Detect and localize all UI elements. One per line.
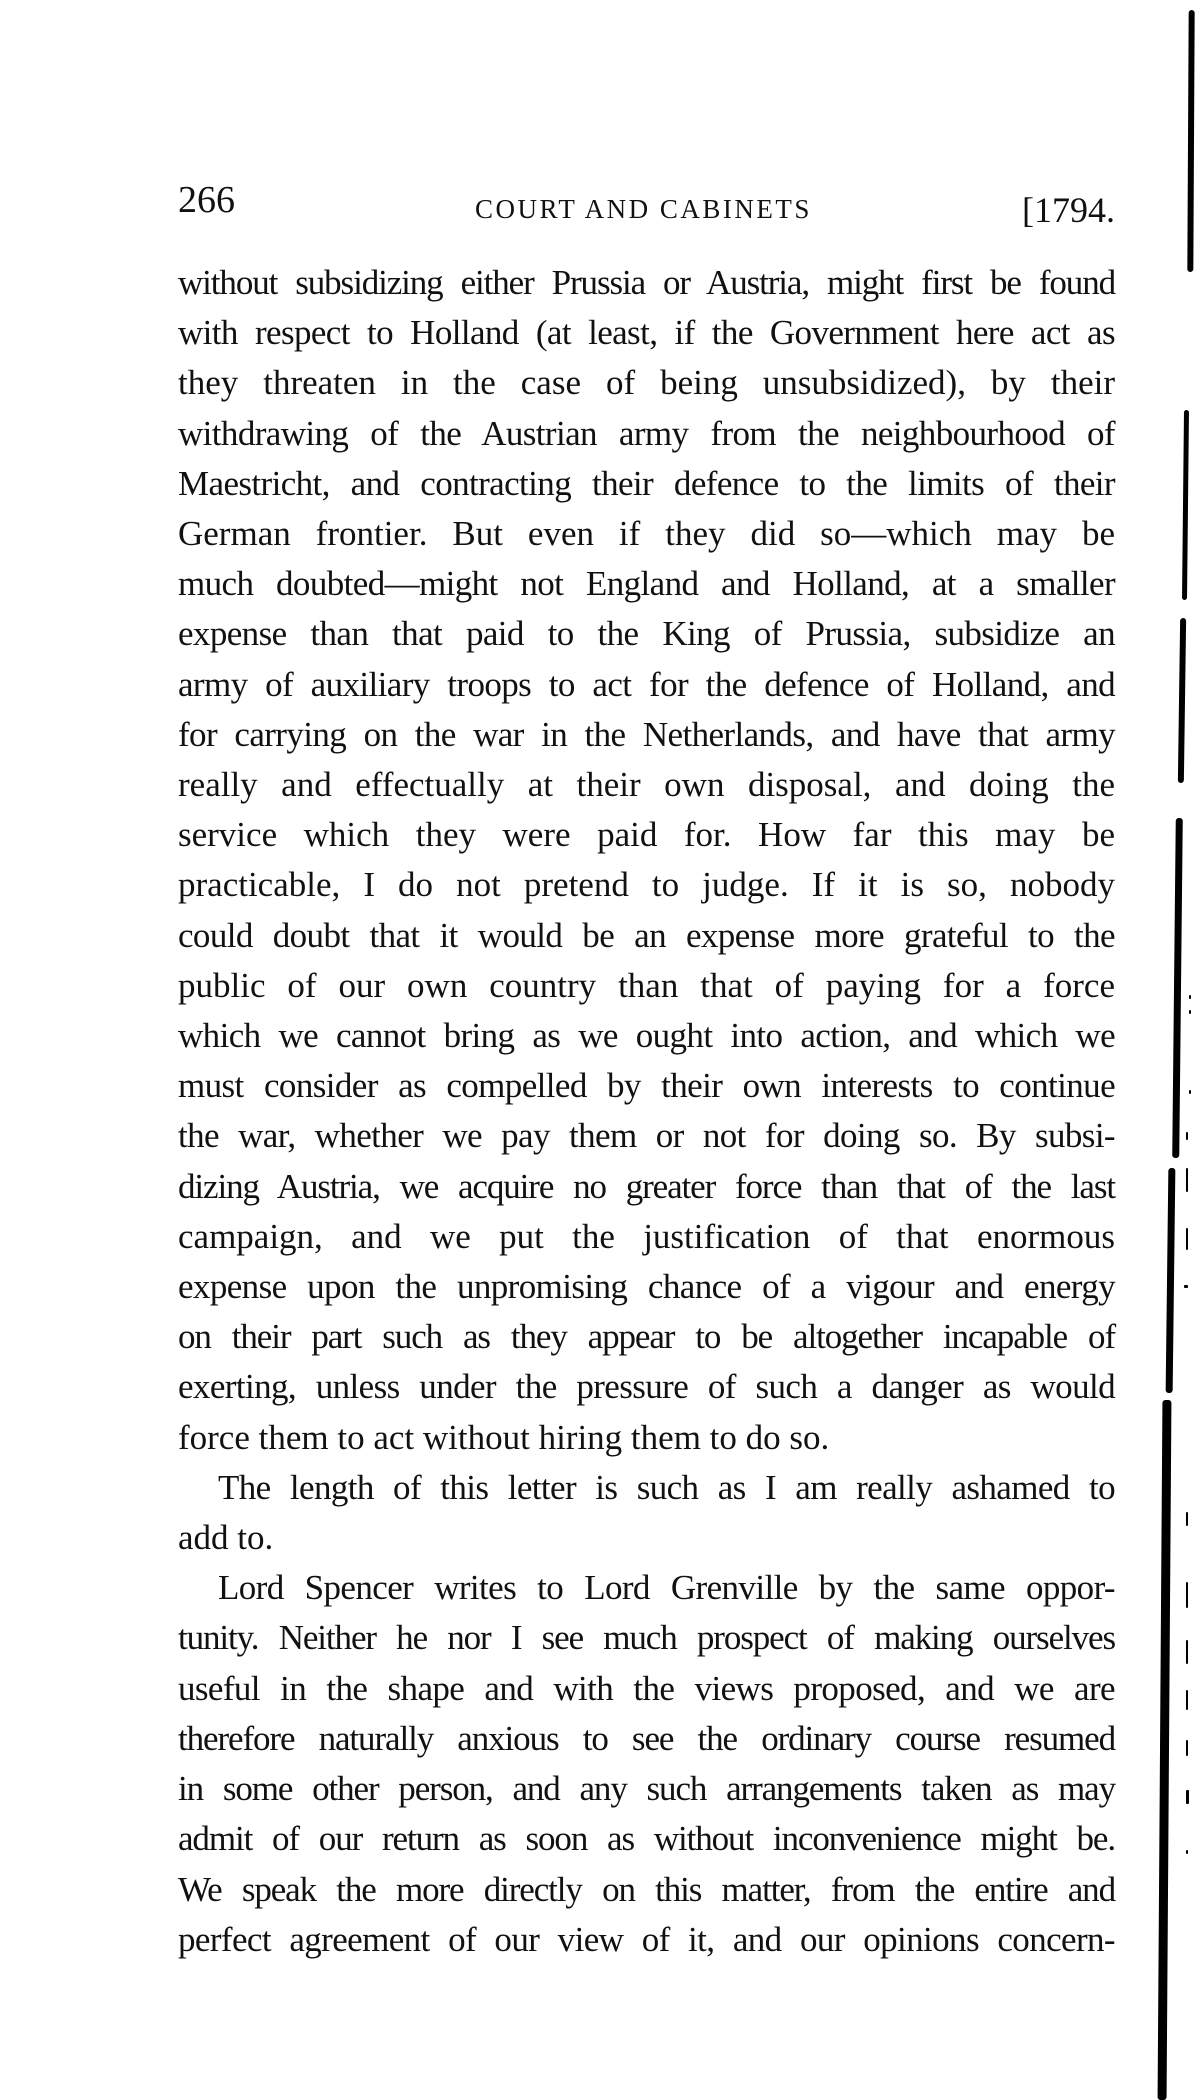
paragraph-3 [178,1563,1115,1965]
page-number: 266 [178,179,235,221]
text-line: campaign, and we put the justification of that enormous [178,1216,1115,1256]
text-line: with respect to Holland (at least, if the Government here act as [178,313,1115,353]
body-text [178,258,1115,1965]
scan-edge-bar [1158,1400,1172,2100]
text-line: tunity. Neither he nor I see much prospect of making ourselves [178,1618,1115,1658]
scan-speck [1186,1228,1188,1250]
text-line: on their part such as they appear to be altogether incapable of [178,1317,1115,1357]
text-line: admit of our return as soon as without inconvenience might be. [178,1819,1115,1859]
text-line: Lord Spencer writes to Lord Grenville by the same oppor- [218,1568,1115,1608]
running-head [178,180,1115,230]
scan-speck [1186,1850,1188,1854]
text-line: perfect agreement of our view of it, and our opinions concern- [178,1919,1115,1959]
paragraph-2 [178,1463,1115,1563]
scan-speck [1186,1168,1188,1192]
text-line: they threaten in the case of being unsubsidized), by their [178,363,1115,403]
text-line: army of auxiliary troops to act for the defence of Holland, and [178,664,1115,704]
text-line: could doubt that it would be an expense more grateful to the [178,915,1115,955]
scan-edge-bar [1172,818,1183,1158]
text-line: expense than that paid to the King of Prussia, subsidize an [178,614,1115,654]
running-title: COURT AND CABINETS [475,194,812,224]
scan-speck [1186,1582,1188,1608]
text-line: therefore naturally anxious to see the ordinary course resumed [178,1718,1115,1758]
text-line: for carrying on the war in the Netherlands, and have that army [178,714,1115,754]
text-line: public of our own country than that of paying for a force [178,965,1115,1005]
scan-speck [1186,1690,1188,1710]
text-line: Maestricht, and contracting their defence to the limits of their [178,463,1115,503]
text-line: service which they were paid for. How far this may be [178,815,1115,855]
text-line: We speak the more directly on this matter, from the entire and [178,1869,1115,1909]
text-line: without subsidizing either Prussia or Austria, might first be found [178,263,1115,302]
scan-speck [1186,1512,1188,1526]
text-line: the war, whether we pay them or not for doing so. By subsi- [178,1116,1115,1156]
text-line: expense upon the unpromising chance of a vigour and energy [178,1267,1115,1307]
scan-edge-bar [1187,10,1194,272]
text-line: German frontier. But even if they did so—which may be [178,514,1115,554]
text-line: The length of this letter is such as I am really ashamed to [218,1467,1115,1507]
text-line: which we cannot bring as we ought into action, and which we [178,1016,1115,1056]
text-line: must consider as compelled by their own interests to continue [178,1066,1115,1106]
text-line: really and effectually at their own disposal, and doing the [178,765,1115,805]
text-line: withdrawing of the Austrian army from the neighbourhood of [178,413,1115,453]
scan-speck [1186,1740,1188,1756]
text-line: force them to act without hiring them to do so. [178,1417,830,1457]
scan-edge-bar [1166,1168,1176,1393]
text-line: much doubted—might not England and Holland, at a smaller [178,564,1115,604]
scan-speck [1186,1790,1189,1804]
scan-speck [1189,1010,1191,1014]
scan-speck [1186,1640,1188,1664]
text-line: useful in the shape and with the views proposed, and we are [178,1668,1115,1708]
text-line: add to. [178,1518,274,1558]
text-line: exerting, unless under the pressure of such a danger as would [178,1367,1115,1407]
text-line: dizing Austria, we acquire no greater force than that of the last [178,1166,1115,1206]
scan-edge-bar [1182,410,1189,600]
scan-speck [1189,995,1191,999]
scan-edge-bar [1178,618,1186,783]
scan-speck [1189,1090,1191,1094]
scan-speck [1184,1285,1188,1288]
paragraph-1 [178,258,1115,1463]
text-line: in some other person, and any such arrangements taken as may [178,1769,1115,1809]
running-year: [1794. [1022,190,1115,230]
scan-speck [1186,1132,1188,1140]
text-line: practicable, I do not pretend to judge. If it is so, nobody [178,865,1115,905]
